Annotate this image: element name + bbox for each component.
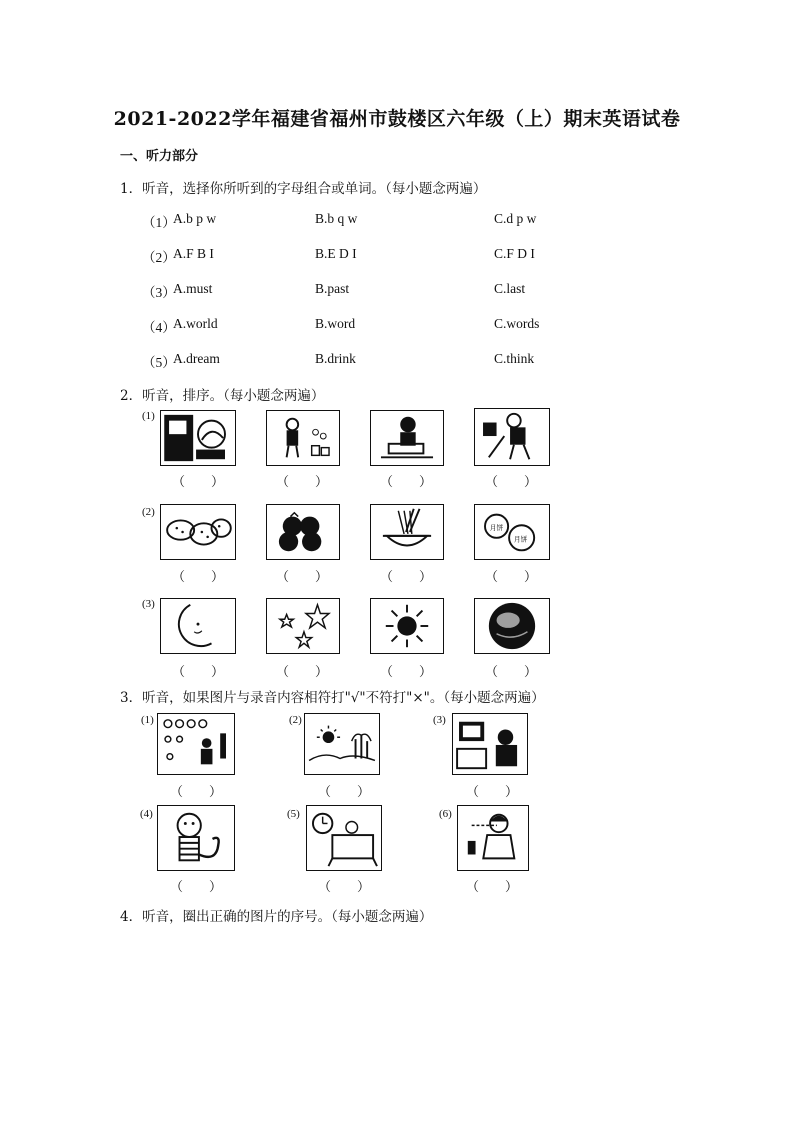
q3-answer-1[interactable]: （ ） bbox=[170, 785, 223, 800]
mooncakes-icon bbox=[474, 504, 550, 560]
q3-label-6: (6) bbox=[439, 808, 452, 820]
q3-label-4: (4) bbox=[140, 808, 153, 820]
q2-3-answer-1[interactable]: （ ） bbox=[172, 665, 225, 680]
q1-row-2-option-c[interactable]: C.F D I bbox=[494, 246, 535, 261]
q1-row-2-option-a[interactable]: A.F B I bbox=[173, 246, 214, 261]
q1-row-4-option-b[interactable]: B.word bbox=[315, 316, 356, 331]
q3-label-2: (2) bbox=[289, 714, 302, 726]
moon-icon bbox=[160, 598, 236, 654]
q1-row-1-number: （1） bbox=[142, 215, 176, 230]
q2-3-answer-2[interactable]: （ ） bbox=[276, 665, 329, 680]
tomatoes-icon bbox=[266, 504, 340, 560]
q2-2-answer-4[interactable]: （ ） bbox=[485, 570, 538, 585]
q1-row-5-option-a[interactable]: A.dream bbox=[173, 351, 220, 366]
question-3-stem: 3．听音，如果图片与录音内容相符打"√"不符打"×"。（每小题念两遍） bbox=[120, 690, 545, 706]
q1-row-4-number: （4） bbox=[142, 320, 176, 335]
q2-1-answer-2[interactable]: （ ） bbox=[276, 475, 329, 490]
tiger-icon bbox=[157, 805, 235, 871]
question-2-stem: 2．听音，排序。（每小题念两遍） bbox=[120, 388, 325, 404]
q3-answer-4[interactable]: （ ） bbox=[170, 880, 223, 895]
q3-label-5: (5) bbox=[287, 808, 300, 820]
man-sweeping-icon bbox=[474, 408, 550, 466]
q3-answer-3[interactable]: （ ） bbox=[466, 785, 519, 800]
question-1-stem: 1．听音，选择你所听到的字母组合或单词。（每小题念两遍） bbox=[120, 181, 487, 197]
q1-row-1-option-c[interactable]: C.d p w bbox=[494, 211, 537, 226]
q1-row-3-option-c[interactable]: C.last bbox=[494, 281, 526, 296]
q2-group-1-label: (1) bbox=[142, 410, 155, 422]
mooncake-label-2: 月饼 bbox=[513, 535, 528, 544]
q1-row-4-option-a[interactable]: A.world bbox=[173, 316, 218, 331]
q1-row-1-option-a[interactable]: A.b p w bbox=[173, 211, 217, 226]
q3-answer-6[interactable]: （ ） bbox=[466, 880, 519, 895]
q2-3-answer-4[interactable]: （ ） bbox=[485, 665, 538, 680]
stars-icon bbox=[266, 598, 340, 654]
q3-label-3: (3) bbox=[433, 714, 446, 726]
section-listening: 一、听力部分 bbox=[120, 149, 199, 164]
girl-phone-icon bbox=[457, 805, 529, 871]
q1-row-5-number: （5） bbox=[142, 355, 176, 370]
q1-row-3-number: （3） bbox=[142, 285, 176, 300]
q1-row-3-option-b[interactable]: B.past bbox=[315, 281, 350, 296]
q2-group-2-label: (2) bbox=[142, 506, 155, 518]
q3-answer-2[interactable]: （ ） bbox=[318, 785, 371, 800]
page-title: 2021-2022学年福建省福州市鼓楼区六年级（上）期末英语试卷 bbox=[113, 108, 681, 130]
question-4-stem: 4．听音，圈出正确的图片的序号。（每小题念两遍） bbox=[120, 909, 433, 925]
q2-3-answer-3[interactable]: （ ） bbox=[380, 665, 433, 680]
q1-row-4-option-c[interactable]: C.words bbox=[494, 316, 540, 331]
q2-1-answer-4[interactable]: （ ） bbox=[485, 475, 538, 490]
q1-row-3-option-a[interactable]: A.must bbox=[173, 281, 213, 296]
q2-group-3-label: (3) bbox=[142, 598, 155, 610]
clock-bed-icon bbox=[306, 805, 382, 871]
tv-watching-icon bbox=[452, 713, 528, 775]
q1-row-2-number: （2） bbox=[142, 250, 176, 265]
sun-landscape-icon bbox=[304, 713, 380, 775]
students-chinese-icon bbox=[157, 713, 235, 775]
noodles-icon bbox=[370, 504, 444, 560]
q2-1-answer-1[interactable]: （ ） bbox=[172, 475, 225, 490]
mooncake-label-1: 月饼 bbox=[489, 524, 504, 533]
potatoes-icon bbox=[160, 504, 236, 560]
q2-2-answer-3[interactable]: （ ） bbox=[380, 570, 433, 585]
q1-row-1-option-b[interactable]: B.b q w bbox=[315, 211, 358, 226]
q1-row-2-option-b[interactable]: B.E D I bbox=[315, 246, 357, 261]
q3-label-1: (1) bbox=[141, 714, 154, 726]
q3-answer-5[interactable]: （ ） bbox=[318, 880, 371, 895]
q2-1-answer-3[interactable]: （ ） bbox=[380, 475, 433, 490]
person-reading-icon bbox=[160, 410, 236, 466]
q2-2-answer-1[interactable]: （ ） bbox=[172, 570, 225, 585]
q1-row-5-option-c[interactable]: C.think bbox=[494, 351, 535, 366]
boy-cooking-icon bbox=[370, 410, 444, 466]
q1-row-5-option-b[interactable]: B.drink bbox=[315, 351, 356, 366]
child-watering-plants-icon bbox=[266, 410, 340, 466]
sun-icon bbox=[370, 598, 444, 654]
earth-icon bbox=[474, 598, 550, 654]
q2-2-answer-2[interactable]: （ ） bbox=[276, 570, 329, 585]
